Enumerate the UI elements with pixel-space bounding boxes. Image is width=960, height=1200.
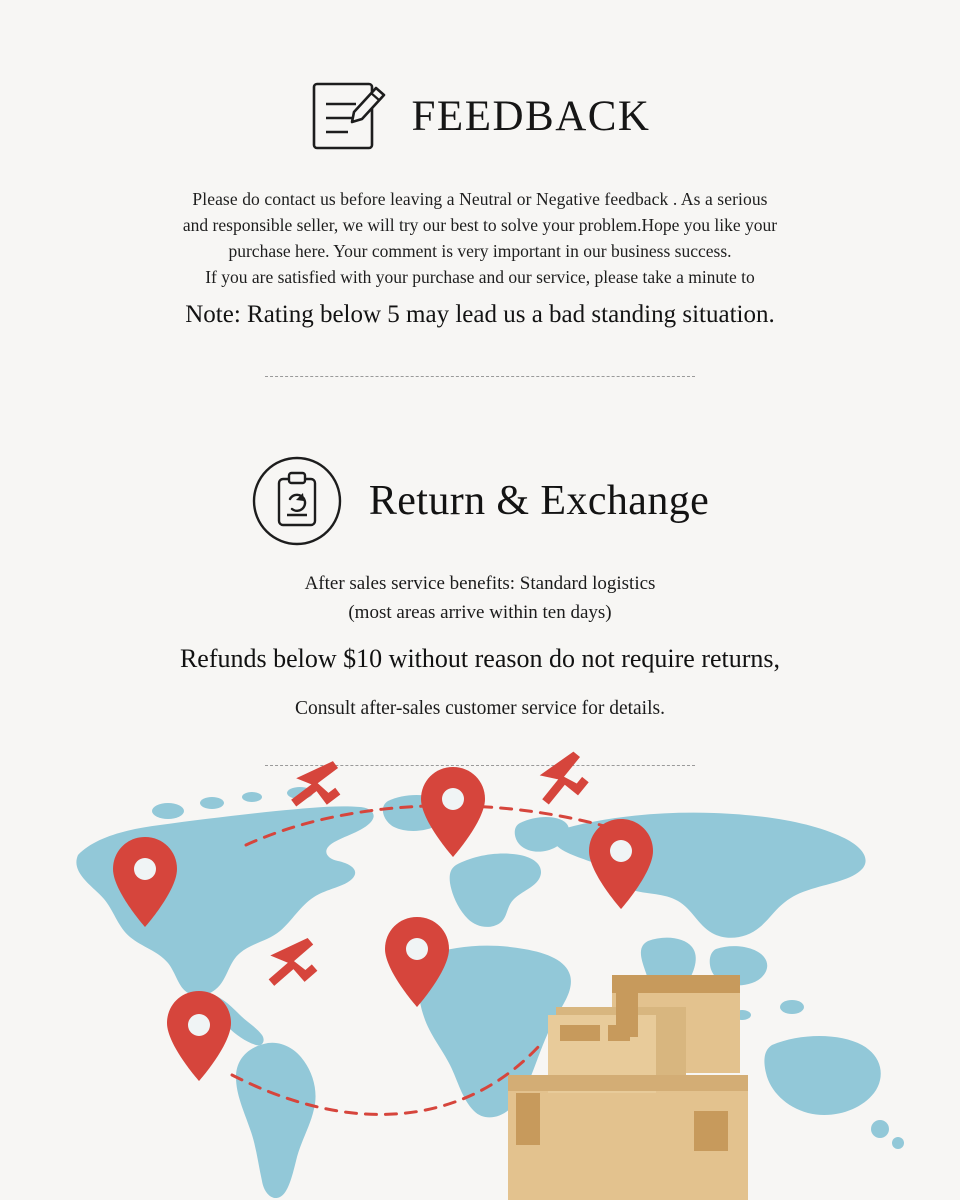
feedback-header [0,0,960,154]
world-map-shipping-illustration [0,745,960,1200]
return-exchange-header [0,455,960,547]
feedback-line: and responsible seller, we will try our best to solve your problem.Hope you like your [182,215,778,235]
refund-note: Refunds below $10 without reason do not require returns, [179,644,781,673]
return-arrow-clipboard-icon [251,455,343,547]
feedback-line: Please do contact us before leaving a Neutral or Negative feedback . As a serious [192,189,768,209]
consult-note: Consult after-sales customer service for details. [295,698,665,719]
feedback-rating-note: Note: Rating below 5 may lead us a bad standing situation. [185,301,775,328]
return-exchange-body [0,569,960,723]
feedback-line: purchase here. Your comment is very important in our business success. [228,241,732,261]
page-title-feedback: FEEDBACK [411,92,651,140]
section-divider [265,376,695,377]
note-edit-icon [310,78,386,154]
feedback-line: If you are satisfied with your purchase and our service, please take a minute to [205,267,755,287]
benefit-line: (most areas arrive within ten days) [348,602,612,623]
benefit-line: After sales service benefits: Standard logistics [304,573,656,594]
page-title-return-exchange: Return & Exchange [368,478,710,524]
feedback-body [0,186,960,332]
